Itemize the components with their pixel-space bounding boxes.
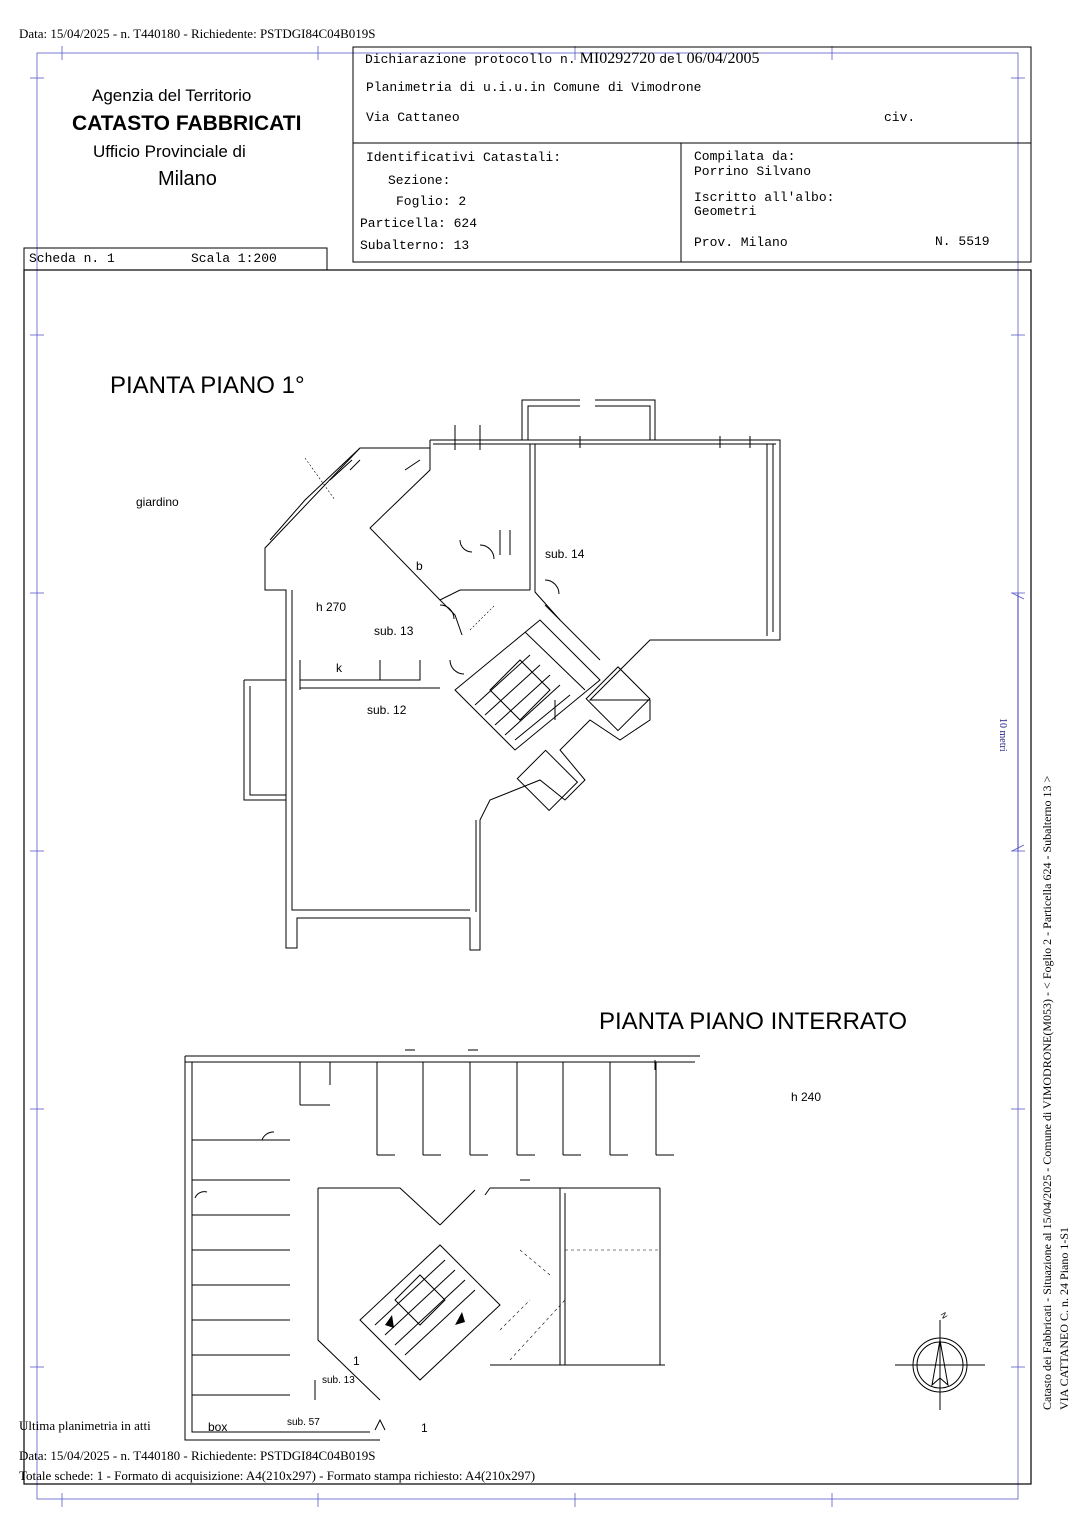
compiler-name: Porrino Silvano [694,164,812,179]
iscritto-label: Iscritto all'albo: [694,190,835,205]
via-line: Via Cattaneo [366,110,460,125]
footer-data: Data: 15/04/2025 - n. T440180 - Richiedente: PSTDGI84C04B019S [19,1448,376,1463]
planimetria-line: Planimetria di u.i.u.in Comune di Vimodrone [366,80,702,95]
del-label: del [659,52,683,67]
sezione-label: Sezione: [388,173,451,188]
label-one-a: 1 [353,1354,360,1368]
label-h240: h 240 [791,1090,822,1104]
particella-value: Particella: 624 [360,216,478,231]
footer-totale: Totale schede: 1 - Formato di acquisizione: A4(210x297) - Formato stampa richiesto: A4(210x297) [19,1468,536,1483]
label-one-b: 1 [421,1421,428,1435]
albo-value: Geometri [694,204,757,219]
ufficio-city: Milano [158,168,217,190]
label-b: b [416,559,423,573]
civ-label: civ. [884,110,916,125]
scheda-label: Scheda n. 1 [29,251,115,266]
first-floor-title: PIANTA PIANO 1° [110,372,305,399]
scale-marker-text: 10 metri [997,718,1008,752]
declaration-date: 06/04/2005 [686,50,760,67]
scale-label: Scala 1:200 [191,251,277,266]
agency-name: Agenzia del Territorio [92,86,252,105]
foglio-value: Foglio: 2 [396,194,467,209]
albo-number: N. 5519 [935,234,990,249]
ufficio-label: Ufficio Provinciale di [93,142,246,161]
north-label: N [938,1310,950,1321]
identifiers-title: Identificativi Catastali: [366,150,562,165]
protocol-number: MI0292720 [579,50,656,67]
label-h270: h 270 [316,600,347,614]
label-sub12: sub. 12 [367,703,407,717]
label-sub13-small: sub. 13 [322,1375,355,1386]
declaration-line [365,50,760,68]
catasto-title: CATASTO FABBRICATI [72,112,302,135]
label-k: k [336,661,342,675]
footer-ultima: Ultima planimetria in atti [19,1418,151,1433]
declaration-prefix: Dichiarazione protocollo n. [365,52,576,67]
side-text-line1: Catasto dei Fabbricati - Situazione al 15/04/2025 - Comune di VIMODRONE(M053) - < Foglio 2 - Particella 624 - Subalterno 13 > [1040,775,1054,1410]
compilata-label: Compilata da: [694,149,796,164]
header-line: Data: 15/04/2025 - n. T440180 - Richiedente: PSTDGI84C04B019S [19,26,376,41]
label-sub13: sub. 13 [374,624,414,638]
label-box: box [208,1420,228,1434]
subalterno-value: Subalterno: 13 [360,238,470,253]
basement-title: PIANTA PIANO INTERRATO [599,1008,908,1035]
label-giardino: giardino [136,495,179,509]
label-sub14: sub. 14 [545,547,585,561]
province: Prov. Milano [694,235,788,250]
side-text-line2: VIA CATTANEO C. n. 24 Piano 1-S1 [1057,1226,1071,1410]
label-sub57: sub. 57 [287,1417,320,1428]
